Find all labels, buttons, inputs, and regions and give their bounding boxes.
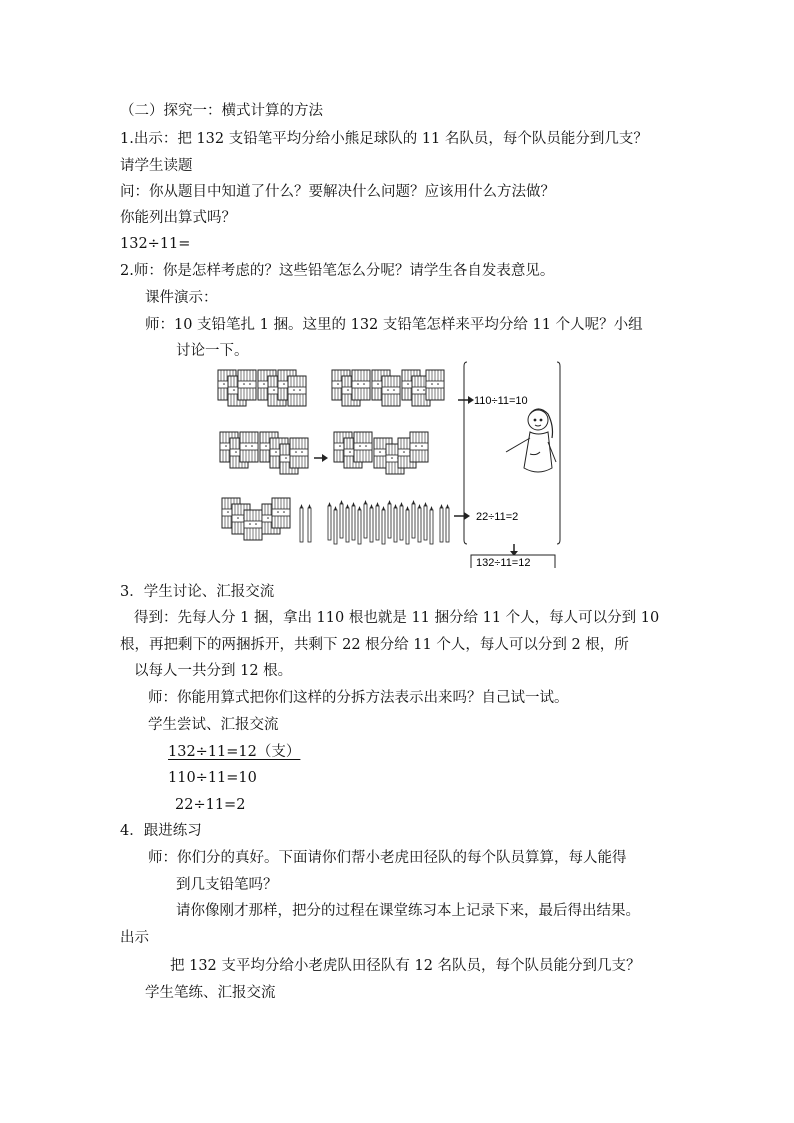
equation-2: 110÷11=10 <box>168 770 257 786</box>
paragraph-4d: 请你像刚才那样，把分的过程在课堂练习本上记录下来，最后得出结果。 <box>176 903 640 919</box>
label-result: 132÷11=12 <box>476 557 531 568</box>
paragraph-3e: 师：你能用算式把你们这样的分拆方法表示出来吗？自己试一试。 <box>148 690 569 706</box>
bundle-group-left-3 <box>222 498 290 540</box>
paragraph-2b: 课件演示： <box>145 290 218 306</box>
paragraph-1c: 问：你从题目中知道了什么？要解决什么问题？应该用什么方法做？ <box>120 184 555 200</box>
paragraph-4c: 到几支铅笔吗？ <box>176 877 278 893</box>
equation-1: 132÷11=12（支） <box>168 744 301 760</box>
paragraph-3f: 学生尝试、汇报交流 <box>148 717 279 733</box>
bundle-group-left-2 <box>220 432 308 474</box>
paragraph-3: 3．学生讨论、汇报交流 <box>120 584 275 600</box>
paragraph-3b: 得到：先每人分 1 捆，拿出 110 根也就是 11 捆分给 11 个人，每人可以分到 10 <box>134 610 660 626</box>
paragraph-3d: 以每人一共分到 12 根。 <box>134 663 293 679</box>
paragraph-4b: 师：你们分的真好。下面请你们帮小老虎田径队的每个队员算算，每人能得 <box>148 850 627 866</box>
paragraph-2: 2.师：你是怎样考虑的？这些铅笔怎么分呢？请学生各自发表意见。 <box>120 263 555 279</box>
paragraph-4e: 出示 <box>120 930 149 946</box>
equation-prompt: 132÷11= <box>120 236 191 252</box>
paragraph-4g: 学生笔练、汇报交流 <box>145 985 276 1001</box>
paragraph-4: 4．跟进练习 <box>120 823 202 839</box>
label-top: 110÷11=10 <box>474 395 528 407</box>
bundle-group-left-1 <box>218 370 306 406</box>
girl-illustration <box>506 409 556 472</box>
bundle-group-right-2 <box>334 432 428 474</box>
section-title: （二）探究一：横式计算的方法 <box>120 103 323 119</box>
paragraph-2d: 讨论一下。 <box>176 343 249 359</box>
paragraph-1: 1.出示：把 132 支铅笔平均分给小熊足球队的 11 名队员，每个队员能分到几支？ <box>120 131 648 147</box>
label-mid: 22÷11=2 <box>476 511 519 523</box>
equation-3: 22÷11=2 <box>175 797 246 813</box>
paragraph-3c: 根，再把剩下的两捆拆开，共剩下 22 根分给 11 个人，每人可以分到 2 根，所 <box>120 637 629 653</box>
paragraph-1d: 你能列出算式吗？ <box>120 210 236 226</box>
bundle-group-right-1 <box>332 370 444 406</box>
paragraph-1b: 请学生读题 <box>120 158 193 174</box>
pencil-division-figure <box>214 358 566 568</box>
paragraph-2c: 师：10 支铅笔扎 1 捆。这里的 132 支铅笔怎样来平均分给 11 个人呢？小组 <box>145 317 643 333</box>
paragraph-4f: 把 132 支平均分给小老虎队田径队有 12 名队员，每个队员能分到几支？ <box>170 958 641 974</box>
loose-pencils <box>300 500 449 544</box>
